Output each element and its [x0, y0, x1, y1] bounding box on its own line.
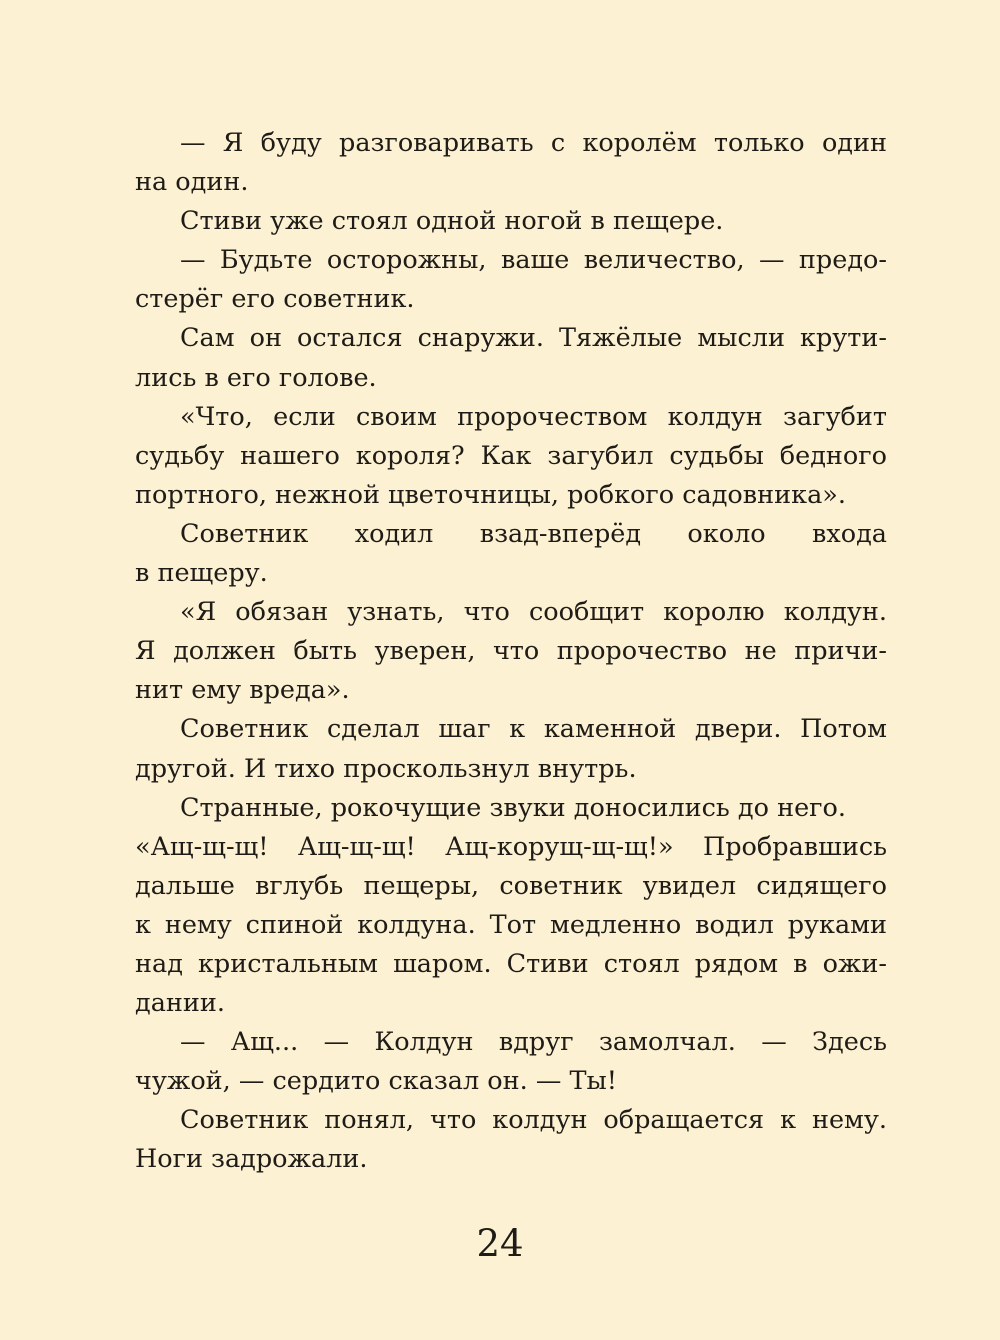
- text-line: Я должен быть уверен, что пророчество не причи-: [135, 636, 887, 667]
- text-line: «Что, если своим пророчеством колдун загубит: [180, 401, 887, 432]
- text-line: Советник ходил взад-вперёд около входа: [180, 518, 887, 549]
- text-line: на один.: [135, 167, 249, 198]
- text-line: нит ему вреда».: [135, 675, 350, 706]
- text-line: лись в его голове.: [135, 362, 377, 393]
- text-line: — Ащ... — Колдун вдруг замолчал. — Здесь: [180, 1027, 887, 1058]
- text-line: — Будьте осторожны, ваше величество, — предо-: [180, 245, 887, 276]
- text-line: дании.: [135, 988, 225, 1019]
- text-line: — Я буду разговаривать с королём только один: [180, 128, 887, 158]
- text-line: над кристальным шаром. Стиви стоял рядом в ожи-: [135, 948, 887, 979]
- text-line: судьбу нашего короля? Как загубил судьбы бедного: [135, 440, 887, 471]
- text-line: чужой, — сердито сказал он. — Ты!: [135, 1066, 617, 1097]
- text-line: портного, нежной цветочницы, робкого садовника».: [135, 479, 846, 510]
- text-line: Советник сделал шаг к каменной двери. Потом: [180, 714, 887, 745]
- text-line: Сам он остался снаружи. Тяжёлые мысли крути-: [180, 323, 887, 354]
- text-line: стерёг его советник.: [135, 284, 415, 315]
- text-line: Стиви уже стоял одной ногой в пещере.: [180, 206, 724, 237]
- text-line: другой. И тихо проскользнул внутрь.: [135, 753, 637, 784]
- text-line: «Ащ-щ-щ! Ащ-щ-щ! Ащ-корущ-щ-щ!» Пробравшись: [135, 831, 887, 862]
- text-line: Странные, рокочущие звуки доносились до него.: [180, 792, 846, 823]
- page-number: 24: [476, 1222, 524, 1265]
- text-line: Советник понял, что колдун обращается к нему.: [180, 1105, 887, 1136]
- text-line: Ноги задрожали.: [135, 1144, 368, 1175]
- body-text: [135, 124, 887, 1180]
- text-line: к нему спиной колдуна. Тот медленно водил руками: [135, 909, 887, 940]
- text-line: «Я обязан узнать, что сообщит королю колдун.: [180, 597, 887, 628]
- text-line: дальше вглубь пещеры, советник увидел сидящего: [135, 870, 887, 901]
- text-line: в пещеру.: [135, 558, 268, 589]
